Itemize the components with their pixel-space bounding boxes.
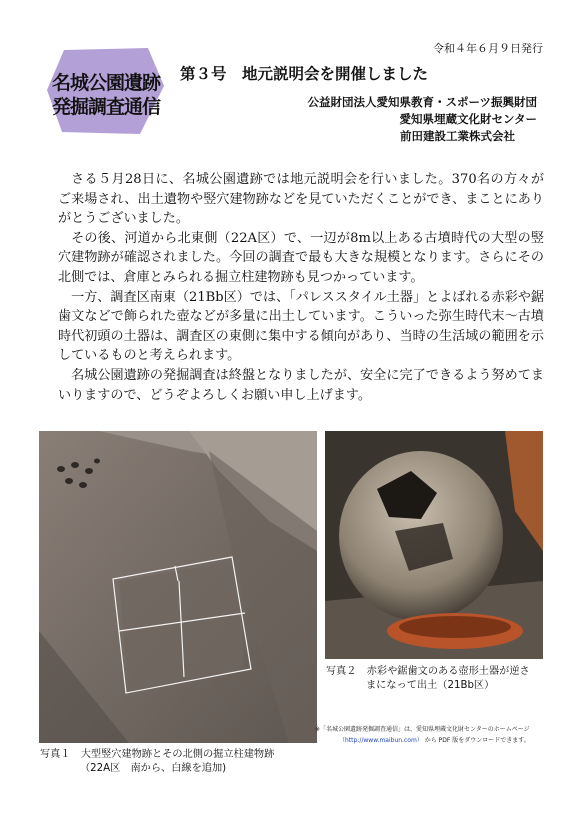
paragraph-3: 一方、調査区南東（21Bb区）では、「パレススタイル土器」とよばれる赤彩や鋸歯文などで飾られた壺などが多量に出土しています。こういった弥生時代末〜古墳時代初頭の土器は、調査区の東側に集中する傾向があり、当時の生活域の範囲を示しているものと考えられます。 bbox=[58, 289, 544, 364]
footer-note-line1: ※「名城公園遺跡発掘調査通信」は、愛知県埋蔵文化財センターのホームページ bbox=[315, 726, 530, 733]
website-link[interactable]: （http://www.maibun.com） bbox=[339, 737, 423, 744]
footer-note bbox=[315, 724, 555, 746]
article-body bbox=[58, 170, 544, 405]
footer-note-line2: から PDF 版をダウンロードできます。 bbox=[424, 737, 530, 744]
org-line-2: 愛知県埋蔵文化財センター bbox=[399, 112, 537, 126]
photo2-caption-line2: まになって出土（21Bb区） bbox=[366, 680, 495, 691]
photo-inverted-jar bbox=[325, 431, 543, 659]
issue-date: 令和４年６月９日発行 bbox=[433, 42, 543, 55]
photo2-caption-line1: 写真２ 赤彩や鋸歯文のある壺形土器が逆さ bbox=[326, 666, 530, 677]
newsletter-logo bbox=[44, 46, 168, 136]
photo1-caption-line2: （22A区 南から、白線を追加) bbox=[80, 763, 227, 774]
paragraph-2: その後、河道から北東側（22A区）で、一辺が8m以上ある古墳時代の大型の竪穴建物跡が確認されました。今回の調査で最も大きな規模となります。さらにその北側では、倉庫とみられる掘立柱建物跡も見つかっています。 bbox=[58, 230, 544, 285]
photo2-caption bbox=[326, 665, 544, 693]
paragraph-4: 名城公園遺跡の発掘調査は終盤となりましたが、安全に完了できるよう努めてまいりますので、どうぞよろしくお願い申し上げます。 bbox=[58, 367, 544, 403]
photo1-caption bbox=[40, 748, 320, 776]
photo1-caption-line1: 写真１ 大型竪穴建物跡とその北側の掘立柱建物跡 bbox=[40, 749, 275, 760]
org-line-3: 前田建設工業株式会社 bbox=[400, 129, 515, 143]
logo-line-2: 発掘調査通信 bbox=[51, 96, 160, 118]
org-line-1: 公益財団法人愛知県教育・スポーツ振興財団 bbox=[307, 95, 537, 109]
photo-pit-dwelling bbox=[39, 431, 317, 743]
issue-title: 第３号 地元説明会を開催しました bbox=[180, 64, 429, 83]
logo-line-1: 名城公園遺跡 bbox=[51, 72, 160, 94]
paragraph-1: さる５月28日に、名城公園遺跡では地元説明会を行いました。370名の方々がご来場され、出土遺物や竪穴建物跡などを見ていただくことができ、まことにありがとうございました。 bbox=[58, 172, 544, 227]
